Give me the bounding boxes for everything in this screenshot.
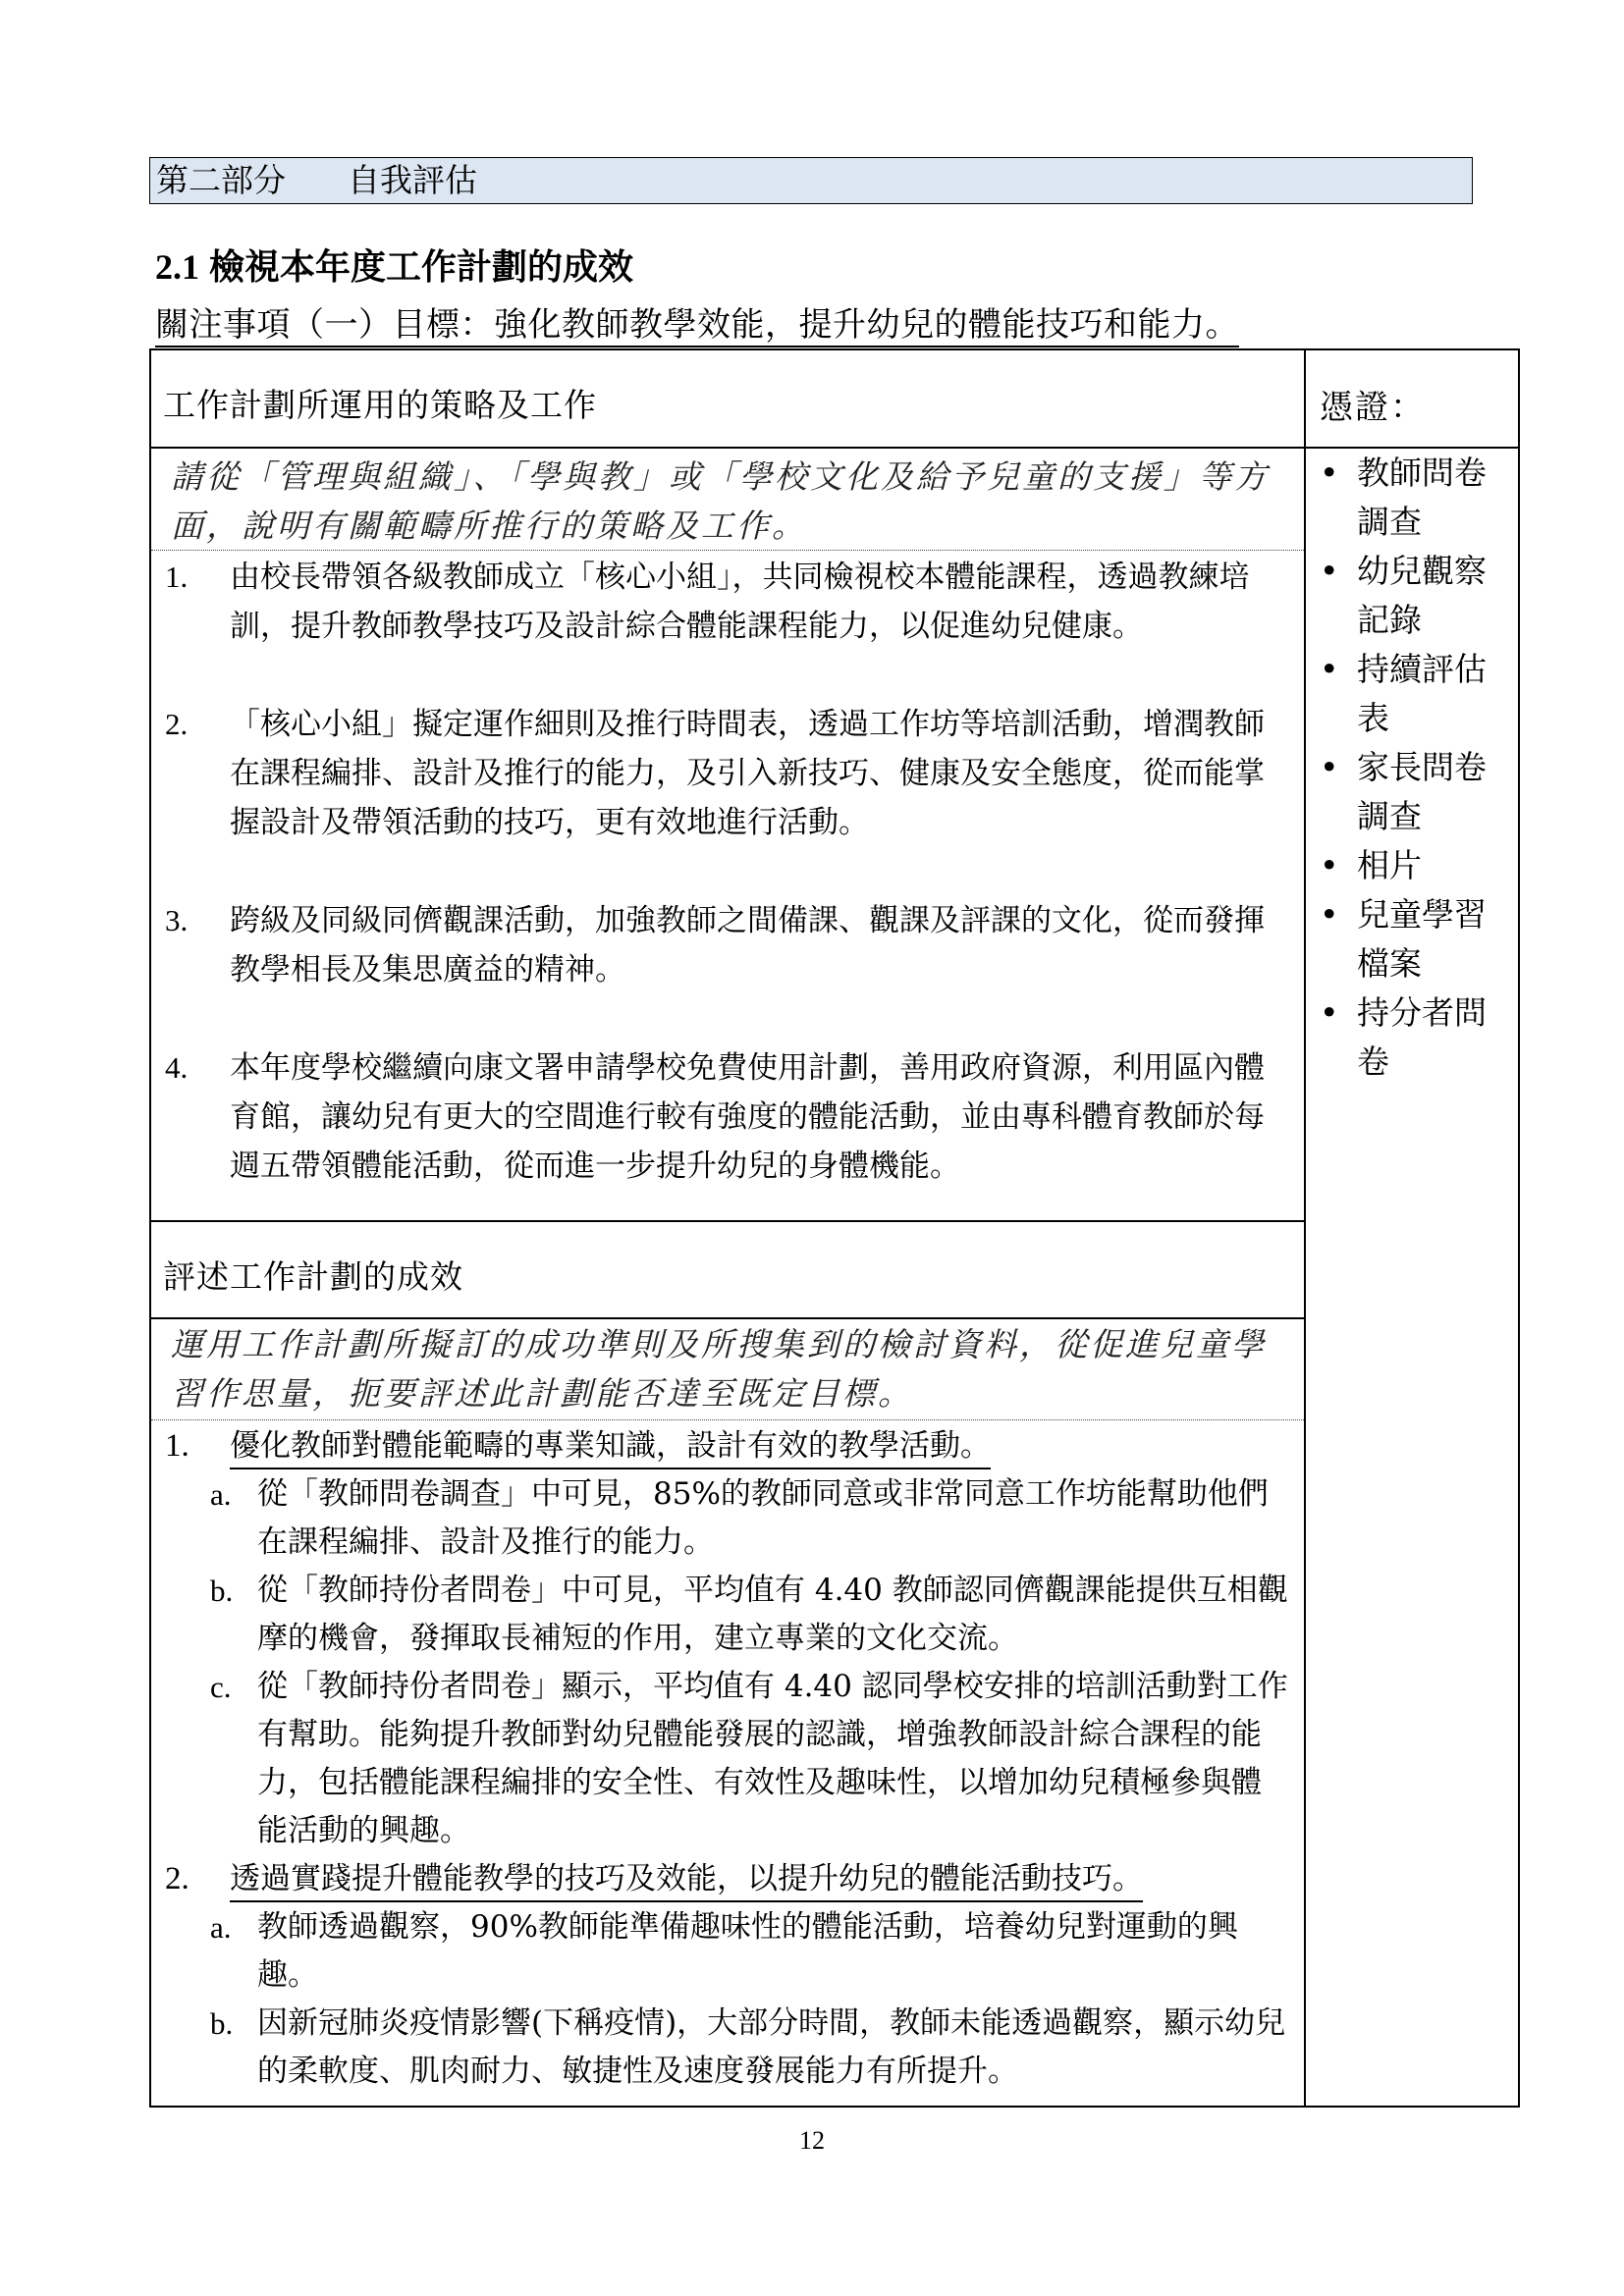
column-divider <box>1304 350 1306 2106</box>
section-part: 第二部分 <box>156 161 286 199</box>
evidence-header: 憑證： <box>1320 388 1426 427</box>
evaluation-title: 透過實踐提升體能教學的技巧及效能，以提升幼兒的體能活動技巧。 <box>230 1857 1143 1902</box>
focus-title: 關注事項（一）目標：強化教師教學效能，提升幼兒的體能技巧和能力。 <box>155 304 1239 347</box>
evaluation-header: 評述工作計劃的成效 <box>163 1257 463 1296</box>
subsection-heading <box>155 240 633 290</box>
heading-text: 檢視本年度工作計劃的成效 <box>209 246 634 288</box>
evaluation-item <box>151 1855 1304 1903</box>
evidence-item: • 幼兒觀察記錄 <box>1314 547 1510 645</box>
evidence-item: • 相片 <box>1314 841 1510 890</box>
evaluation-subitem <box>151 1567 1304 1663</box>
strategy-header: 工作計劃所運用的策略及工作 <box>163 386 597 424</box>
evaluation-number: 1. <box>165 1428 189 1464</box>
evaluation-prompt-divider <box>151 1419 1304 1420</box>
page-number: 12 <box>799 2126 825 2155</box>
bullet-icon: • <box>1320 895 1339 934</box>
bullet-icon: • <box>1320 748 1339 786</box>
evaluation-subitem <box>151 1470 1304 1567</box>
subitem-text: 從「教師持份者問卷」中可見，平均值有 4.40 教師認同儕觀課能提供互相觀摩的機會，發揮取長補短的作用，建立專業的文化交流。 <box>257 1573 1288 1656</box>
strategy-item <box>151 553 1304 651</box>
evidence-list <box>1314 449 1510 1087</box>
bullet-icon: • <box>1320 552 1339 590</box>
evidence-item: • 教師問卷調查 <box>1314 449 1510 547</box>
strategy-number: 4. <box>165 1050 189 1085</box>
prompt-divider <box>151 550 1304 551</box>
evaluation-header-divider <box>151 1317 1304 1319</box>
subitem-label: a. <box>210 1477 232 1512</box>
subitem-text: 教師透過觀察，90%教師能準備趣味性的體能活動，培養幼兒對運動的興趣。 <box>257 1909 1238 1993</box>
heading-number: 2.1 <box>155 247 199 287</box>
bullet-icon: • <box>1320 846 1339 884</box>
subitem-text: 從「教師問卷調查」中可見，85%的教師同意或非常同意工作坊能幫助他們在課程編排、設計及推行的能力。 <box>257 1476 1269 1560</box>
strategy-text: 本年度學校繼續向康文署申請學校免費使用計劃，善用政府資源，利用區內體育館，讓幼兒有更大的空間進行較有強度的體能活動，並由專科體育教師於每週五帶領體能活動，從而進一步提升幼兒的身體機能。 <box>230 1050 1265 1184</box>
strategy-number: 1. <box>165 560 189 594</box>
evaluation-number: 2. <box>165 1861 189 1896</box>
subitem-label: b. <box>210 2006 234 2041</box>
strategy-prompt: 請從「管理與組織」、「學與教」或「學校文化及給予兒童的支援」等方面，說明有關範疇所推行的策略及工作。 <box>171 457 1270 545</box>
subitem-label: b. <box>210 1574 234 1608</box>
evidence-item: • 兒童學習檔案 <box>1314 890 1510 988</box>
evaluation-subitem <box>151 2000 1304 2096</box>
strategy-list <box>151 553 1304 1191</box>
evaluation-subitem <box>151 1903 1304 2000</box>
strategy-item <box>151 1043 1304 1191</box>
strategy-item <box>151 700 1304 847</box>
subitem-text: 從「教師持份者問卷」顯示，平均值有 4.40 認同學校安排的培訓活動對工作有幫助。能夠提升教師對幼兒體能發展的認識，增強教師設計綜合課程的能力，包括體能課程編排的安全性、有效性及趣味性，以增加幼兒積極參與體能活動的興趣。 <box>257 1669 1288 1848</box>
strategy-number: 3. <box>165 903 189 937</box>
strategy-item <box>151 896 1304 994</box>
evaluation-item <box>151 1422 1304 1470</box>
evaluation-divider <box>151 1220 1304 1222</box>
evaluation-title: 優化教師對體能範疇的專業知識，設計有效的教學活動。 <box>230 1424 991 1469</box>
evaluation-subitem <box>151 1663 1304 1855</box>
bullet-icon: • <box>1320 454 1339 492</box>
strategy-text: 「核心小組」擬定運作細則及推行時間表，透過工作坊等培訓活動，增潤教師在課程編排、設計及推行的能力，及引入新技巧、健康及安全態度，從而能掌握設計及帶領活動的技巧，更有效地進行活動。 <box>230 707 1265 840</box>
strategy-text: 跨級及同級同儕觀課活動，加強教師之間備課、觀課及評課的文化，從而發揮教學相長及集思廣益的精神。 <box>230 903 1265 988</box>
evaluation-prompt: 運用工作計劃所擬訂的成功準則及所搜集到的檢討資料，從促進兒童學習作思量，扼要評述此計劃能否達至既定目標。 <box>171 1325 1267 1413</box>
evidence-item: • 持分者問卷 <box>1314 988 1510 1087</box>
evidence-item: • 家長問卷調查 <box>1314 743 1510 841</box>
subitem-label: a. <box>210 1910 232 1945</box>
bullet-icon: • <box>1320 650 1339 688</box>
subitem-text: 因新冠肺炎疫情影響(下稱疫情)，大部分時間，教師未能透過觀察，顯示幼兒的柔軟度、肌肉耐力、敏捷性及速度發展能力有所提升。 <box>257 2005 1286 2089</box>
evaluation-list <box>151 1422 1304 2096</box>
evidence-item: • 持續評估表 <box>1314 645 1510 743</box>
plan-table <box>149 348 1520 2108</box>
bullet-icon: • <box>1320 993 1339 1032</box>
subitem-label: c. <box>210 1670 232 1704</box>
section-title: 自我評估 <box>347 161 477 199</box>
section-bar <box>149 157 1473 204</box>
strategy-text: 由校長帶領各級教師成立「核心小組」，共同檢視校本體能課程，透過教練培訓，提升教師教學技巧及設計綜合體能課程能力，以促進幼兒健康。 <box>230 560 1250 644</box>
strategy-number: 2. <box>165 707 189 741</box>
